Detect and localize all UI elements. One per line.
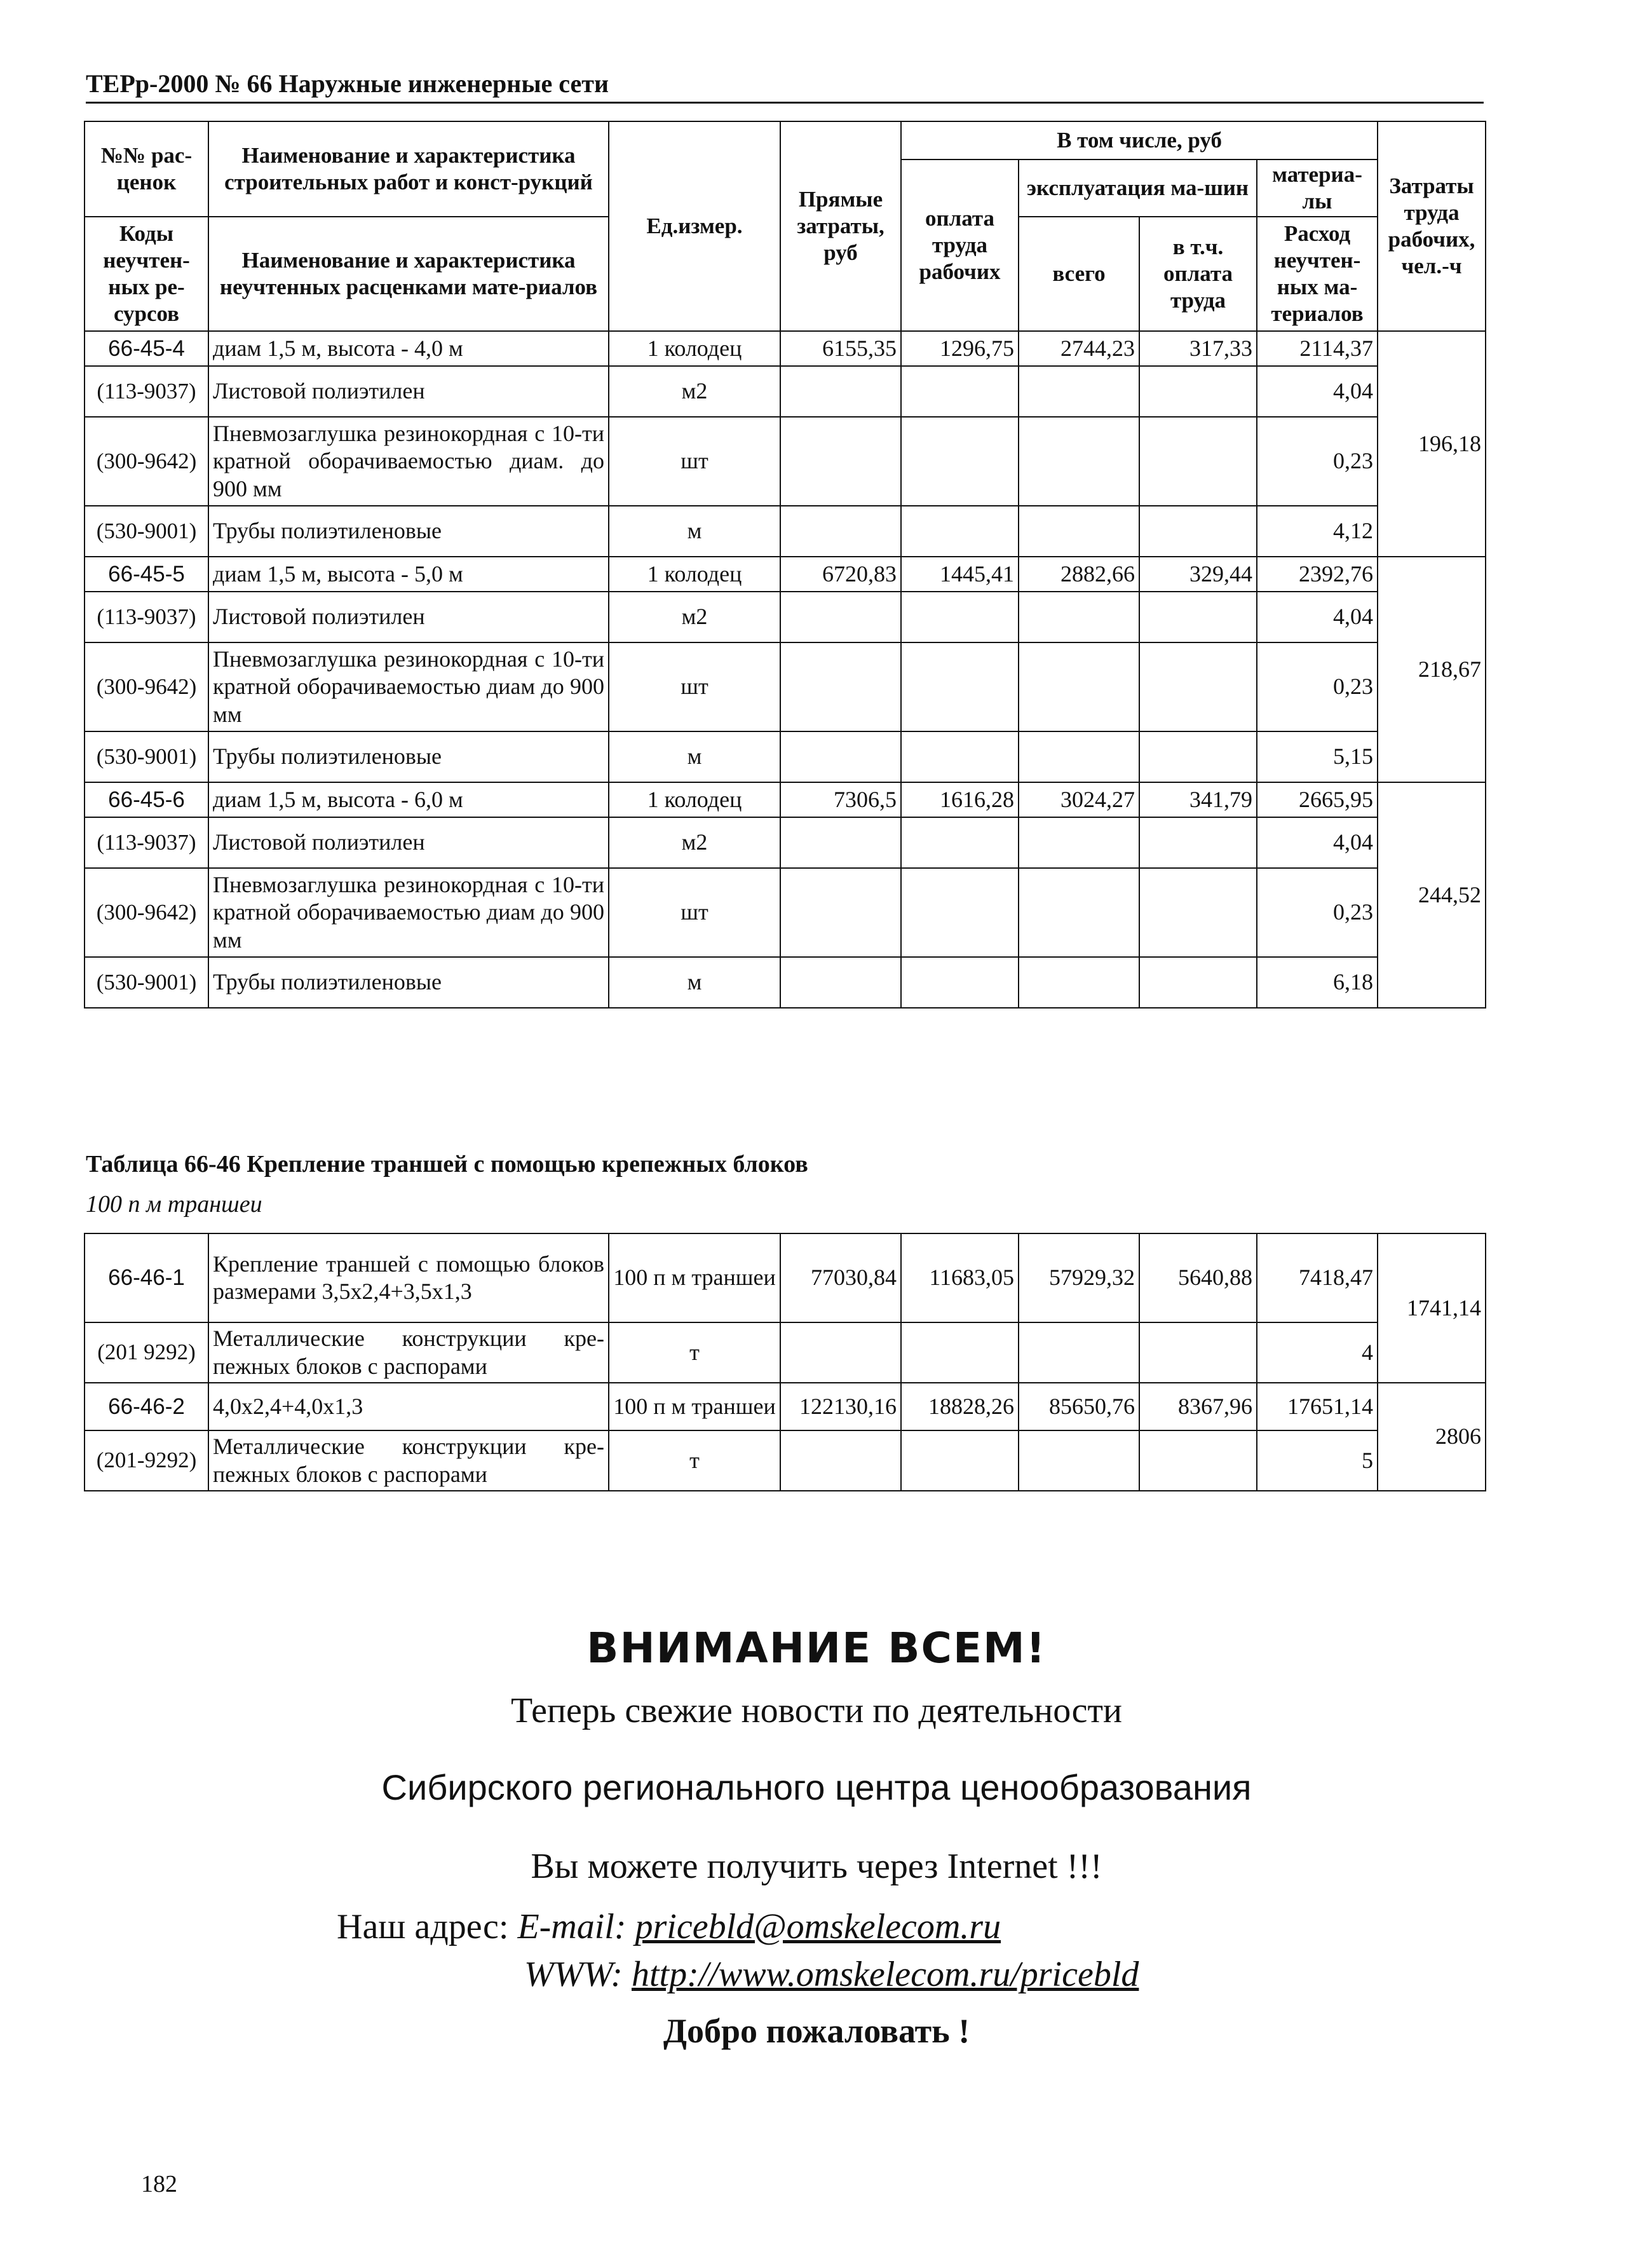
empty-cell — [1139, 592, 1257, 642]
header-machines-total: всего — [1019, 217, 1139, 331]
header-rule — [86, 102, 1484, 104]
empty-cell — [1019, 868, 1139, 957]
header-machines: эксплуатация ма-шин — [1019, 160, 1257, 217]
empty-cell — [780, 366, 901, 417]
header-materials-expense: Расход неучтен-ных ма-териалов — [1257, 217, 1378, 331]
header-resource-code: Коды неучтен-ных ре-сурсов — [85, 217, 208, 331]
empty-cell — [1139, 417, 1257, 506]
empty-cell — [1139, 957, 1257, 1008]
rate-row — [85, 1233, 1486, 1322]
rate-direct-cost: 77030,84 — [780, 1233, 901, 1322]
rate-row — [85, 331, 1486, 366]
www-label: WWW: — [524, 1955, 632, 1994]
resource-qty: 4 — [1257, 1322, 1378, 1383]
resource-name: Листовой полиэтилен — [208, 592, 609, 642]
resource-name: Трубы полиэтиленовые — [208, 957, 609, 1008]
rate-unit: 100 п м траншеи — [609, 1383, 780, 1430]
notice-address — [337, 1906, 1001, 1947]
resource-code: (530-9001) — [85, 957, 208, 1008]
header-direct: Прямые затраты, руб — [780, 121, 901, 331]
resource-qty: 0,23 — [1257, 868, 1378, 957]
rate-machines-total: 2744,23 — [1019, 331, 1139, 366]
empty-cell — [901, 731, 1019, 782]
resource-row — [85, 817, 1486, 868]
resource-row — [85, 642, 1486, 731]
empty-cell — [1019, 506, 1139, 557]
rate-code: 66-46-1 — [85, 1233, 208, 1322]
empty-cell — [901, 957, 1019, 1008]
rate-name: диам 1,5 м, высота - 5,0 м — [208, 557, 609, 592]
rate-name: Крепление траншей с помощью блоков размерами 3,5х2,4+3,5х1,3 — [208, 1233, 609, 1322]
resource-qty: 6,18 — [1257, 957, 1378, 1008]
resource-code: (201-9292) — [85, 1430, 208, 1491]
rate-unit: 1 колодец — [609, 557, 780, 592]
rate-machines-labor: 341,79 — [1139, 782, 1257, 817]
resource-row — [85, 506, 1486, 557]
table2-caption: Таблица 66-46 Крепление траншей с помощью крепежных блоков — [86, 1151, 808, 1178]
table2-unit-note: 100 п м траншеи — [86, 1191, 262, 1218]
empty-cell — [901, 506, 1019, 557]
empty-cell — [901, 1430, 1019, 1491]
empty-cell — [1019, 957, 1139, 1008]
empty-cell — [901, 817, 1019, 868]
empty-cell — [1019, 817, 1139, 868]
empty-cell — [780, 506, 901, 557]
notice-www — [524, 1954, 1139, 1995]
rate-row — [85, 557, 1486, 592]
empty-cell — [780, 1430, 901, 1491]
resource-row — [85, 957, 1486, 1008]
empty-cell — [1139, 731, 1257, 782]
rate-labor-hours: 196,18 — [1378, 331, 1486, 557]
header-resource-name: Наименование и характеристика неучтенных расценками мате-риалов — [208, 217, 609, 331]
resource-qty: 5,15 — [1257, 731, 1378, 782]
empty-cell — [901, 642, 1019, 731]
notice-line1: Теперь свежие новости по деятельности — [511, 1691, 1122, 1730]
rate-materials: 17651,14 — [1257, 1383, 1378, 1430]
rate-labor-pay: 18828,26 — [901, 1383, 1019, 1430]
rate-machines-labor: 329,44 — [1139, 557, 1257, 592]
resource-unit: шт — [609, 868, 780, 957]
rate-machines-total: 3024,27 — [1019, 782, 1139, 817]
rate-labor-pay: 1445,41 — [901, 557, 1019, 592]
rate-row — [85, 1383, 1486, 1430]
resource-unit: т — [609, 1322, 780, 1383]
empty-cell — [1019, 1430, 1139, 1491]
rates-table-66-45 — [84, 121, 1486, 1008]
resource-name: Трубы полиэтиленовые — [208, 731, 609, 782]
resource-qty: 4,04 — [1257, 366, 1378, 417]
rate-labor-hours: 2806 — [1378, 1383, 1486, 1491]
rate-machines-labor: 5640,88 — [1139, 1233, 1257, 1322]
header-labor-cost: Затраты труда рабочих, чел.-ч — [1378, 121, 1486, 331]
resource-code: (113-9037) — [85, 366, 208, 417]
resource-code: (201 9292) — [85, 1322, 208, 1383]
rate-materials: 2665,95 — [1257, 782, 1378, 817]
empty-cell — [780, 642, 901, 731]
resource-qty: 4,04 — [1257, 817, 1378, 868]
resource-name: Металлические конструкции кре-пежных блоков с распорами — [208, 1322, 609, 1383]
resource-code: (300-9642) — [85, 642, 208, 731]
resource-unit: т — [609, 1430, 780, 1491]
resource-code: (530-9001) — [85, 731, 208, 782]
empty-cell — [1139, 868, 1257, 957]
notice-line3: Вы можете получить через Internet !!! — [531, 1847, 1102, 1886]
rate-materials: 2114,37 — [1257, 331, 1378, 366]
resource-row — [85, 366, 1486, 417]
empty-cell — [780, 731, 901, 782]
rate-row — [85, 782, 1486, 817]
header-materials: материа-лы — [1257, 160, 1378, 217]
empty-cell — [780, 817, 901, 868]
rate-code: 66-45-4 — [85, 331, 208, 366]
resource-unit: м — [609, 731, 780, 782]
rate-labor-pay: 11683,05 — [901, 1233, 1019, 1322]
rate-labor-pay: 1296,75 — [901, 331, 1019, 366]
email-link[interactable]: pricebld@omskelecom.ru — [635, 1907, 1001, 1946]
resource-unit: м2 — [609, 817, 780, 868]
rates-table-66-46 — [84, 1233, 1486, 1491]
resource-unit: м — [609, 506, 780, 557]
rate-unit: 1 колодец — [609, 782, 780, 817]
resource-name: Пневмозаглушка резинокордная с 10-ти кратной оборачиваемостью диам. до 900 мм — [208, 417, 609, 506]
rate-direct-cost: 122130,16 — [780, 1383, 901, 1430]
resource-unit: м2 — [609, 592, 780, 642]
empty-cell — [780, 592, 901, 642]
rate-direct-cost: 7306,5 — [780, 782, 901, 817]
empty-cell — [780, 1322, 901, 1383]
empty-cell — [901, 868, 1019, 957]
resource-unit: м — [609, 957, 780, 1008]
empty-cell — [1139, 366, 1257, 417]
resource-row — [85, 731, 1486, 782]
rate-name: диам 1,5 м, высота - 6,0 м — [208, 782, 609, 817]
rate-materials: 7418,47 — [1257, 1233, 1378, 1322]
resource-code: (113-9037) — [85, 592, 208, 642]
www-link[interactable]: http://www.omskelecom.ru/pricebld — [631, 1955, 1139, 1994]
empty-cell — [1139, 1430, 1257, 1491]
rate-machines-labor: 8367,96 — [1139, 1383, 1257, 1430]
rate-materials: 2392,76 — [1257, 557, 1378, 592]
empty-cell — [1139, 817, 1257, 868]
resource-unit: шт — [609, 417, 780, 506]
header-code: №№ рас-ценок — [85, 121, 208, 217]
resource-name: Пневмозаглушка резинокордная с 10-ти кратной оборачиваемостью диам до 900 мм — [208, 642, 609, 731]
empty-cell — [1019, 417, 1139, 506]
rate-labor-hours: 244,52 — [1378, 782, 1486, 1008]
empty-cell — [780, 417, 901, 506]
resource-name: Листовой полиэтилен — [208, 817, 609, 868]
resource-qty: 0,23 — [1257, 642, 1378, 731]
rate-machines-total: 85650,76 — [1019, 1383, 1139, 1430]
resource-row — [85, 1322, 1486, 1383]
resource-row — [85, 592, 1486, 642]
empty-cell — [1019, 642, 1139, 731]
rate-direct-cost: 6720,83 — [780, 557, 901, 592]
rate-name: 4,0х2,4+4,0х1,3 — [208, 1383, 609, 1430]
notice-title: ВНИМАНИЕ ВСЕМ! — [586, 1624, 1047, 1673]
resource-code: (300-9642) — [85, 417, 208, 506]
resource-row — [85, 417, 1486, 506]
resource-qty: 4,04 — [1257, 592, 1378, 642]
email-label: E-mail: — [517, 1907, 635, 1946]
empty-cell — [901, 366, 1019, 417]
empty-cell — [1019, 1322, 1139, 1383]
rate-labor-pay: 1616,28 — [901, 782, 1019, 817]
notice-line2: Сибирского регионального центра ценообразования — [381, 1767, 1252, 1807]
resource-qty: 0,23 — [1257, 417, 1378, 506]
empty-cell — [1139, 506, 1257, 557]
rate-machines-total: 57929,32 — [1019, 1233, 1139, 1322]
rate-labor-hours: 1741,14 — [1378, 1233, 1486, 1383]
header-machines-labor: в т.ч. оплата труда — [1139, 217, 1257, 331]
page-header: ТЕРр-2000 № 66 Наружные инженерные сети — [86, 69, 609, 98]
rate-labor-hours: 218,67 — [1378, 557, 1486, 782]
resource-row — [85, 1430, 1486, 1491]
resource-name: Трубы полиэтиленовые — [208, 506, 609, 557]
resource-name: Листовой полиэтилен — [208, 366, 609, 417]
rate-code: 66-45-6 — [85, 782, 208, 817]
resource-qty: 4,12 — [1257, 506, 1378, 557]
rate-unit: 1 колодец — [609, 331, 780, 366]
resource-unit: м2 — [609, 366, 780, 417]
empty-cell — [1139, 642, 1257, 731]
rate-code: 66-46-2 — [85, 1383, 208, 1430]
resource-code: (113-9037) — [85, 817, 208, 868]
header-work-name: Наименование и характеристика строительных работ и конст-рукций — [208, 121, 609, 217]
rate-code: 66-45-5 — [85, 557, 208, 592]
rate-machines-total: 2882,66 — [1019, 557, 1139, 592]
page-number: 182 — [141, 2171, 177, 2197]
empty-cell — [901, 1322, 1019, 1383]
rate-machines-labor: 317,33 — [1139, 331, 1257, 366]
notice-welcome: Добро пожаловать ! — [663, 2012, 970, 2050]
header-incl: В том числе, руб — [901, 121, 1378, 160]
header-unit: Ед.измер. — [609, 121, 780, 331]
rate-direct-cost: 6155,35 — [780, 331, 901, 366]
address-label: Наш адрес: — [337, 1907, 518, 1946]
empty-cell — [1139, 1322, 1257, 1383]
resource-name: Металлические конструкции кре-пежных блоков с распорами — [208, 1430, 609, 1491]
empty-cell — [1019, 731, 1139, 782]
resource-code: (300-9642) — [85, 868, 208, 957]
resource-qty: 5 — [1257, 1430, 1378, 1491]
empty-cell — [1019, 592, 1139, 642]
resource-name: Пневмозаглушка резинокордная с 10-ти кратной оборачиваемостью диам до 900 мм — [208, 868, 609, 957]
rate-unit: 100 п м траншеи — [609, 1233, 780, 1322]
resource-code: (530-9001) — [85, 506, 208, 557]
empty-cell — [780, 868, 901, 957]
empty-cell — [780, 957, 901, 1008]
empty-cell — [901, 417, 1019, 506]
rate-name: диам 1,5 м, высота - 4,0 м — [208, 331, 609, 366]
empty-cell — [901, 592, 1019, 642]
resource-unit: шт — [609, 642, 780, 731]
header-labor-pay: оплата труда рабочих — [901, 160, 1019, 331]
resource-row — [85, 868, 1486, 957]
empty-cell — [1019, 366, 1139, 417]
